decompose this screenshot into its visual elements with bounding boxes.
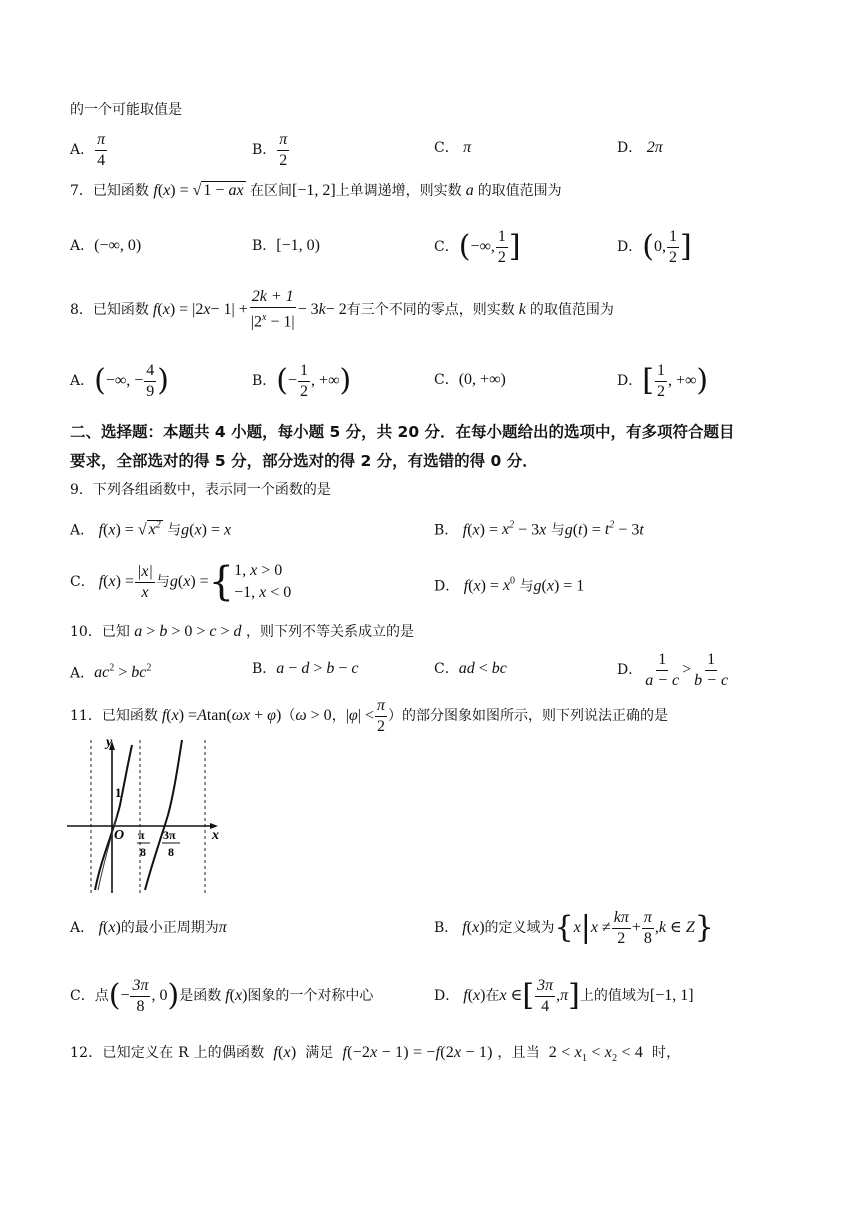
q11-option-c[interactable]: C．点 ( − $\frac{3\pi}{8}$ , 0 ) 是函数 f ( x ) 图象的一个对称中心 [70,976,374,1015]
origin-label: O [114,828,125,843]
q7-option-c[interactable]: C． ( −∞, $\frac{1}{2}$ ] [434,227,521,266]
asymptotes [91,740,205,893]
option-label: B． [252,142,277,158]
tick-label-pi-8-num: π [138,828,145,842]
tick-label-3pi-8-num: 3π [163,828,176,842]
q6-option-a[interactable] [70,128,108,172]
q11-stem: 11．已知函数 f ( x ) = A tan( ωx + φ ) （ ω > 0 ， | φ | < $\frac{\pi}{2}$ ）的部分图象如图所示，则下列说法正确的是 [70,696,668,735]
fraction: $\frac{\pi}{4}$ [97,130,106,169]
q9-option-a[interactable]: A． f(x) = √ $x^2$ 与g(x) = x [70,520,232,539]
q12-stem: 12．已知定义在 R 上的偶函数 f(x) 满足 f(−2x − 1) = −f(2x − 1) ，且当 $2 < x_1 < x_2 < 4$ 时， [70,1044,681,1065]
q10-option-a[interactable]: A．$ac^2 > bc^2$ [70,663,152,682]
q8-option-c[interactable]: C．(0, +∞) [434,371,506,388]
option-label: D． [617,140,643,156]
tan-branch-1 [95,745,132,890]
q6-option-d[interactable] [617,138,663,158]
q11-option-d[interactable]: D． f ( x ) 在 x ∈ [ $\frac{3\pi}{4}$ , π ] 上的值域为 [−1, 1] [434,976,694,1015]
q8-option-b[interactable]: B． ( − $\frac{1}{2}$ , +∞ ) [252,361,352,400]
q10-option-c[interactable]: C．ad < bc [434,660,507,677]
option-value: π [463,139,472,156]
x-axis-label: x [212,828,219,843]
q7-stem: 7．已知函数 f(x) = √ 1 − ax 在区间[−1, 2]上单调递增，则实数 a 的取值范围为 [70,182,562,199]
q9-stem: 9．下列各组函数中，表示同一个函数的是 [70,482,331,498]
q9-option-b[interactable]: B． $f(x) = x^2 - 3x$ 与$g(t) = t^2 - 3t$ [434,520,644,539]
q11-option-b[interactable]: B． f ( x ) 的定义域为 { x | x ≠ $\frac{k\pi}{2}$ + $\frac{\pi}{8}$ , k ∈ Z } [434,908,714,947]
q8-option-a[interactable]: A． ( −∞, − $\frac{4}{9}$ ) [70,361,170,400]
intro-line: 的一个可能取值是 [70,102,182,118]
formula: f [153,182,158,199]
tick-label-pi-8-den: 8 [140,845,146,859]
q8-option-d[interactable]: D． [ $\frac{1}{2}$ , +∞ ) [617,361,709,400]
q10-option-d[interactable]: D． $\frac{1}{a - c}$ > $\frac{1}{b - c}$ [617,650,729,689]
tick-label-3pi-8-den: 8 [168,845,174,859]
section-heading-line1: 二、选择题：本题共 4 小题，每小题 5 分，共 20 分．在每小题给出的选项中，有多项符合题目 [70,423,735,441]
q6-option-c[interactable] [434,138,471,158]
q11-option-a[interactable]: A． f(x)的最小正周期为π [70,919,227,936]
section-heading-line2: 要求，全部选对的得 5 分，部分选对的得 2 分，有选错的得 0 分． [70,452,538,470]
q10-stem: 10．已知 a > b > 0 > c > d ，则下列不等关系成立的是 [70,623,414,640]
tangent-graph [62,735,227,895]
q8-stem: 8．已知函数 f ( x ) = |2 x − 1| + $\frac{2k + 1}{|2^x - 1|}$ − 3 k − 2 有三个不同的零点，则实数 k 的取值范围为 [70,288,614,331]
option-label: A． [70,142,95,158]
y-axis-label: y [106,735,113,750]
option-label: C． [434,140,459,156]
q9-option-c[interactable]: C． f ( x ) = $\frac{|x|}{x}$ 与 g ( x ) = { 1, x > 0 −1, x < 0 [70,559,292,605]
q10-option-b[interactable]: B．a − d > b − c [252,660,359,677]
tan-branch-2 [145,740,182,890]
tick-label-one: 1 [115,785,122,800]
q7-option-a[interactable]: A．(−∞, 0) [70,237,142,254]
q6-option-b[interactable] [252,128,290,172]
q9-option-d[interactable]: D． $f(x) = x^0$ 与g(x) = 1 [434,576,585,595]
option-value: 2π [646,139,663,156]
q7-option-b[interactable]: B．[−1, 0) [252,237,320,254]
fraction: $\frac{\pi}{2}$ [279,130,288,169]
q7-option-d[interactable]: D． ( 0, $\frac{1}{2}$ ] [617,227,692,266]
